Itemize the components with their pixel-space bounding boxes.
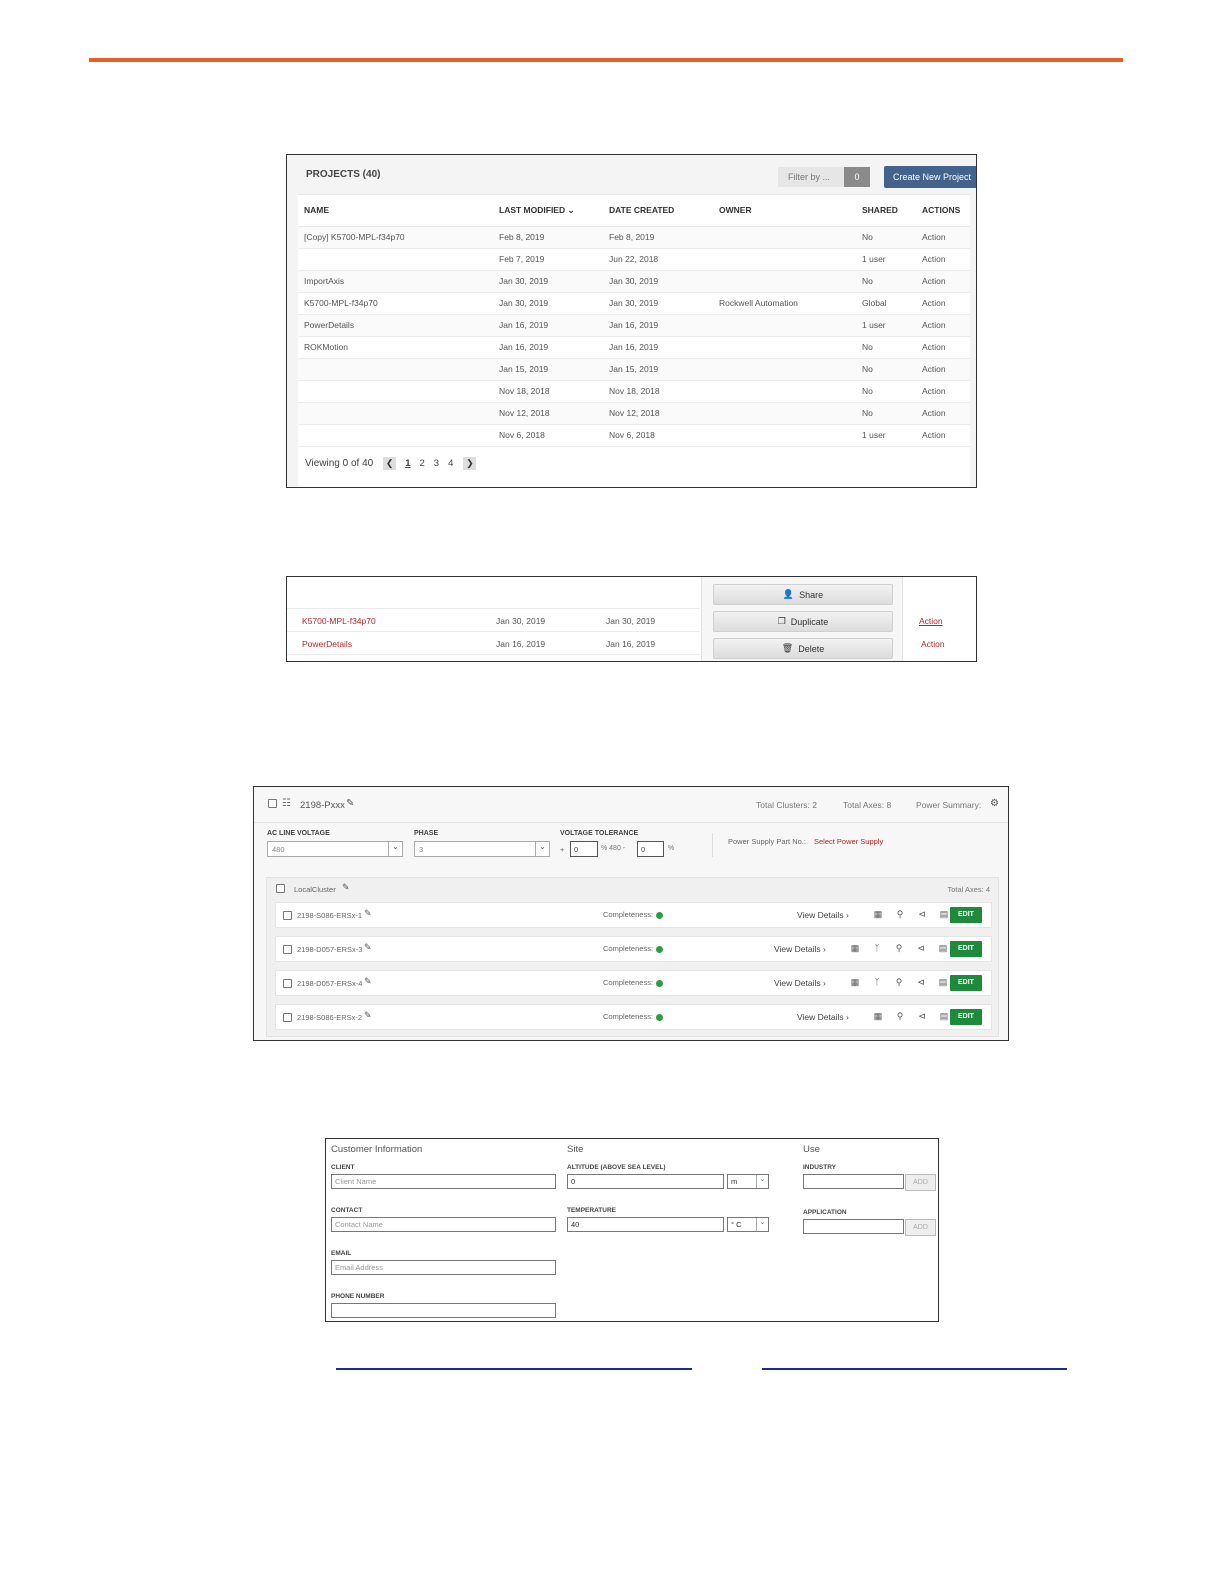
phase-select[interactable]	[414, 841, 550, 857]
add-application-button[interactable]: ADD	[905, 1219, 936, 1236]
use-title: Use	[803, 1144, 820, 1155]
project-name-link[interactable]	[298, 424, 493, 446]
chart-icon[interactable]: ▤	[938, 943, 948, 953]
date-created-cell: Nov 12, 2018	[603, 402, 713, 424]
temperature-input[interactable]: 40	[567, 1217, 724, 1232]
table-row	[298, 358, 970, 380]
axis-row	[275, 902, 992, 928]
tolerance-mid-text: % 480 -	[601, 845, 626, 852]
altitude-unit-value: m	[731, 1177, 738, 1186]
column-header-shared[interactable]: SHARED	[856, 195, 916, 226]
action-dropdown-menu	[701, 577, 903, 662]
table-row	[298, 292, 970, 314]
part-no-label: Power Supply Part No.:	[728, 837, 806, 846]
grid-icon[interactable]: ▦	[850, 977, 860, 987]
shared-cell: No	[856, 270, 916, 292]
last-modified-cell: Nov 12, 2018	[493, 402, 603, 424]
last-modified-cell: Nov 18, 2018	[493, 380, 603, 402]
status-dot-icon	[656, 1014, 663, 1021]
share-icon[interactable]: ⊲	[918, 1011, 926, 1021]
customer-info-title: Customer Information	[331, 1144, 423, 1155]
last-modified-cell: Jan 30, 2019	[493, 270, 603, 292]
project-name-link[interactable]	[298, 358, 493, 380]
trash-icon: 🗑	[781, 643, 794, 653]
chart-icon[interactable]: ▤	[939, 909, 949, 919]
header-rule	[89, 58, 1123, 62]
date-created-cell: Nov 6, 2018	[603, 424, 713, 446]
project-name-link[interactable]: ROKMotion	[298, 336, 493, 358]
branch-icon[interactable]: ᛉ	[874, 943, 880, 953]
last-modified-cell: Jan 30, 2019	[493, 292, 603, 314]
view-details-link[interactable]	[774, 978, 826, 988]
last-modified-cell: Jan 16, 2019	[493, 336, 603, 358]
client-label: CLIENT	[331, 1164, 355, 1171]
owner-cell	[713, 402, 856, 424]
contact-label: CONTACT	[331, 1207, 363, 1214]
voltage-tolerance-label: VOLTAGE TOLERANCE	[560, 830, 639, 837]
axis-name: 2198-D057-ERSx-4	[297, 979, 363, 988]
date-created-cell: Nov 18, 2018	[603, 380, 713, 402]
view-details-label: View Details	[774, 944, 821, 954]
cluster-panel	[266, 877, 999, 1037]
phase-label: PHASE	[414, 830, 439, 837]
tolerance-pct: %	[668, 845, 675, 852]
chevron-right-icon: ›	[823, 944, 826, 954]
pencil-icon[interactable]: ✎	[364, 942, 372, 952]
client-input[interactable]: Client Name	[331, 1174, 556, 1189]
cluster-checkbox[interactable]	[276, 884, 285, 893]
project-name-link[interactable]: K5700-MPL-f34p70	[302, 616, 376, 626]
shared-cell: No	[856, 336, 916, 358]
link-underline-left[interactable]	[336, 1368, 692, 1370]
sort-chevron-icon: ⌄	[567, 204, 575, 215]
power-supply-name: 2198-Pxxx	[300, 800, 345, 811]
projects-title: PROJECTS (40)	[306, 169, 381, 180]
temperature-unit-select[interactable]	[727, 1217, 769, 1232]
tree-icon: ☷	[282, 798, 291, 809]
power-summary-label: Power Summary:	[916, 800, 982, 810]
ac-line-voltage-label: AC LINE VOLTAGE	[267, 830, 330, 837]
comment-icon[interactable]: ⚲	[896, 1011, 904, 1021]
altitude-input[interactable]: 0	[567, 1174, 724, 1189]
tolerance-plus-sign: +	[560, 845, 565, 854]
share-icon[interactable]: ⊲	[917, 943, 925, 953]
project-name-link[interactable]: K5700-MPL-f34p70	[298, 292, 493, 314]
project-name-link[interactable]	[298, 248, 493, 270]
chart-icon[interactable]: ▤	[938, 977, 948, 987]
table-row	[298, 226, 970, 248]
date-created-cell: Jan 15, 2019	[603, 358, 713, 380]
table-row	[298, 248, 970, 270]
total-axes: Total Axes: 8	[843, 800, 892, 810]
date-created-cell: Jan 30, 2019	[606, 616, 656, 626]
gear-icon[interactable]: ⚙	[990, 798, 999, 809]
page-link-2[interactable]: 2	[419, 458, 425, 469]
action-link[interactable]: Action	[916, 292, 970, 314]
view-details-label: View Details	[774, 978, 821, 988]
table-row	[298, 270, 970, 292]
edit-button[interactable]: EDIT	[950, 975, 982, 991]
prev-page-icon[interactable]: ❮	[383, 457, 396, 470]
shared-cell[interactable]: 1 user	[856, 424, 916, 446]
date-created-cell: Jan 16, 2019	[606, 639, 656, 649]
temperature-unit-value: ° C	[731, 1220, 742, 1229]
application-input[interactable]	[803, 1219, 904, 1234]
action-link-active[interactable]: Action	[919, 616, 943, 626]
next-page-icon[interactable]: ❯	[463, 457, 476, 470]
page-link-4[interactable]: 4	[448, 458, 454, 469]
projects-panel-screenshot	[286, 154, 977, 488]
action-link[interactable]: Action	[916, 424, 970, 446]
page-link-1[interactable]: 1	[405, 458, 411, 469]
duplicate-label: Duplicate	[790, 616, 829, 627]
status-dot-icon	[656, 912, 663, 919]
last-modified-cell: Jan 16, 2019	[493, 314, 603, 336]
delete-label: Delete	[798, 643, 825, 654]
owner-cell	[713, 314, 856, 336]
table-row	[298, 336, 970, 358]
table-row	[298, 402, 970, 424]
table-row	[298, 314, 970, 336]
cluster-total-axes: Total Axes: 4	[947, 885, 990, 894]
action-link[interactable]: Action	[916, 248, 970, 270]
project-name-link[interactable]	[298, 402, 493, 424]
action-link[interactable]: Action	[916, 336, 970, 358]
axis-checkbox[interactable]	[283, 945, 292, 954]
table-row	[287, 577, 700, 609]
shared-cell: No	[856, 402, 916, 424]
pencil-icon[interactable]: ✎	[364, 1010, 372, 1020]
last-modified-cell: Jan 16, 2019	[496, 639, 546, 649]
date-created-cell: Jun 22, 2018	[603, 248, 713, 270]
chevron-right-icon: ›	[846, 910, 849, 920]
phase-value: 3	[419, 845, 424, 854]
status-dot-icon	[656, 980, 663, 987]
axis-checkbox[interactable]	[283, 979, 292, 988]
power-supply-checkbox[interactable]	[268, 799, 277, 808]
ac-line-voltage-value: 480	[272, 845, 285, 854]
power-supply-header	[254, 787, 1008, 823]
table-row	[287, 610, 700, 632]
shared-cell: Global	[856, 292, 916, 314]
grid-icon[interactable]: ▦	[850, 943, 860, 953]
comment-icon[interactable]: ⚲	[896, 909, 904, 919]
total-clusters: Total Clusters: 2	[756, 800, 817, 810]
industry-input[interactable]	[803, 1174, 904, 1189]
select-power-supply-link[interactable]: Select Power Supply	[814, 837, 884, 846]
user-icon: 👤	[782, 589, 795, 599]
column-header-actions: ACTIONS	[916, 195, 970, 226]
last-modified-cell: Feb 7, 2019	[493, 248, 603, 270]
project-name-link[interactable]: ImportAxis	[298, 270, 493, 292]
projects-table	[298, 195, 970, 447]
altitude-unit-select[interactable]	[727, 1174, 769, 1189]
axis-name: 2198-D057-ERSx-3	[297, 945, 363, 954]
completeness-label: Completeness:	[603, 944, 654, 953]
table-header-row	[298, 195, 970, 226]
temperature-label: TEMPERATURE	[567, 1207, 616, 1214]
pencil-icon[interactable]: ✎	[364, 908, 372, 918]
date-created-cell: Jan 16, 2019	[603, 336, 713, 358]
email-input[interactable]: Email Address	[331, 1260, 556, 1275]
shared-cell[interactable]: 1 user	[856, 314, 916, 336]
shared-cell: No	[856, 226, 916, 248]
phone-input[interactable]	[331, 1303, 556, 1318]
axis-name: 2198-S086-ERSx-1	[297, 911, 363, 920]
comment-icon[interactable]: ⚲	[895, 943, 903, 953]
filter-input[interactable]: Filter by ...	[778, 167, 844, 187]
axis-checkbox[interactable]	[283, 1013, 292, 1022]
edit-button[interactable]: EDIT	[950, 1009, 982, 1025]
filter-control[interactable]	[778, 167, 870, 187]
table-row	[298, 380, 970, 402]
divider	[712, 833, 713, 857]
shared-cell: No	[856, 380, 916, 402]
add-industry-button[interactable]: ADD	[905, 1174, 936, 1191]
contact-input[interactable]: Contact Name	[331, 1217, 556, 1232]
column-header-owner[interactable]: OWNER	[713, 195, 856, 226]
status-dot-icon	[656, 946, 663, 953]
action-link[interactable]: Action	[916, 402, 970, 424]
action-link[interactable]: Action	[916, 314, 970, 336]
completeness-indicator	[603, 1012, 663, 1021]
last-modified-cell: Jan 15, 2019	[493, 358, 603, 380]
create-new-project-button[interactable]: Create New Project	[884, 166, 977, 188]
site-title: Site	[567, 1144, 584, 1155]
owner-cell	[713, 358, 856, 380]
action-link[interactable]: Action	[916, 358, 970, 380]
pencil-icon[interactable]: ✎	[364, 976, 372, 986]
chevron-down-icon: ⌄	[535, 842, 549, 856]
action-link[interactable]: Action	[921, 639, 945, 649]
last-modified-cell: Feb 8, 2019	[493, 226, 603, 248]
projects-header	[298, 155, 970, 195]
owner-cell	[713, 424, 856, 446]
owner-cell	[713, 248, 856, 270]
axis-row	[275, 970, 992, 996]
edit-button[interactable]: EDIT	[950, 941, 982, 957]
view-details-link[interactable]	[797, 910, 849, 920]
completeness-indicator	[603, 944, 663, 953]
owner-cell	[713, 270, 856, 292]
copy-icon: ❐	[777, 616, 786, 626]
pagination	[305, 457, 476, 470]
action-link[interactable]: Action	[916, 380, 970, 402]
chevron-down-icon: ⌄	[756, 1218, 768, 1231]
page-link-3[interactable]: 3	[433, 458, 440, 469]
projects-panel	[298, 155, 970, 487]
date-created-cell: Jan 30, 2019	[603, 270, 713, 292]
axis-row	[275, 936, 992, 962]
view-details-label: View Details	[797, 1012, 844, 1022]
cluster-name: LocalCluster	[294, 885, 336, 894]
axis-checkbox[interactable]	[283, 911, 292, 920]
customer-form-screenshot	[325, 1138, 939, 1322]
pencil-icon[interactable]: ✎	[346, 798, 355, 809]
tolerance-minus-input[interactable]: 0	[637, 841, 664, 857]
axis-name: 2198-S086-ERSx-2	[297, 1013, 363, 1022]
project-name-link[interactable]: PowerDetails	[302, 639, 353, 649]
completeness-label: Completeness:	[603, 910, 654, 919]
share-button[interactable]	[713, 584, 893, 605]
last-modified-cell: Nov 6, 2018	[493, 424, 603, 446]
owner-cell	[713, 380, 856, 402]
project-name-link[interactable]	[298, 380, 493, 402]
viewing-count: Viewing 0 of 40	[305, 458, 374, 469]
comment-icon[interactable]: ⚲	[895, 977, 903, 987]
column-header-name[interactable]: NAME	[298, 195, 493, 226]
date-created-cell: Jan 30, 2019	[603, 292, 713, 314]
industry-label: INDUSTRY	[803, 1164, 836, 1171]
completeness-label: Completeness:	[603, 978, 654, 987]
share-label: Share	[799, 589, 824, 600]
edit-button[interactable]: EDIT	[950, 907, 982, 923]
owner-cell	[713, 336, 856, 358]
link-underline-right[interactable]	[762, 1368, 1067, 1370]
project-name-link[interactable]: PowerDetails	[298, 314, 493, 336]
duplicate-button[interactable]	[713, 611, 893, 632]
column-header-last-modified[interactable]: LAST MODIFIED ⌄	[493, 195, 603, 226]
shared-cell[interactable]: 1 user	[856, 248, 916, 270]
power-supply-screenshot	[253, 786, 1009, 1041]
date-created-cell: Feb 8, 2019	[603, 226, 713, 248]
shared-cell: No	[856, 358, 916, 380]
last-modified-cell: Jan 30, 2019	[496, 616, 546, 626]
actions-column	[904, 577, 976, 662]
date-created-cell: Jan 16, 2019	[603, 314, 713, 336]
delete-button[interactable]	[713, 638, 893, 659]
project-name-link[interactable]: [Copy] K5700-MPL-f34p70	[298, 226, 493, 248]
completeness-indicator	[603, 910, 663, 919]
share-icon[interactable]: ⊲	[918, 909, 926, 919]
chart-icon[interactable]: ▤	[939, 1011, 949, 1021]
completeness-indicator	[603, 978, 663, 987]
action-link[interactable]: Action	[916, 226, 970, 248]
column-header-date-created[interactable]: DATE CREATED	[603, 195, 713, 226]
view-details-link[interactable]	[774, 944, 826, 954]
email-label: EMAIL	[331, 1250, 352, 1257]
pencil-icon[interactable]: ✎	[342, 882, 350, 892]
ac-line-voltage-select[interactable]	[267, 841, 403, 857]
branch-icon[interactable]: ᛉ	[874, 977, 880, 987]
application-label: APPLICATION	[803, 1209, 847, 1216]
axis-row	[275, 1004, 992, 1030]
action-link[interactable]: Action	[916, 270, 970, 292]
chevron-right-icon: ›	[846, 1012, 849, 1022]
action-menu-screenshot	[286, 576, 977, 662]
chevron-right-icon: ›	[823, 978, 826, 988]
grid-icon[interactable]: ▦	[873, 909, 883, 919]
completeness-label: Completeness:	[603, 1012, 654, 1021]
owner-cell	[713, 226, 856, 248]
altitude-label: ALTITUDE (ABOVE SEA LEVEL)	[567, 1164, 666, 1171]
chevron-down-icon: ⌄	[756, 1175, 768, 1188]
view-details-label: View Details	[797, 910, 844, 920]
tolerance-plus-input[interactable]: 0	[570, 841, 598, 857]
owner-cell: Rockwell Automation	[713, 292, 856, 314]
table-row	[287, 633, 700, 655]
table-row	[298, 424, 970, 446]
grid-icon[interactable]: ▦	[873, 1011, 883, 1021]
filter-count-badge: 0	[844, 167, 870, 187]
share-icon[interactable]: ⊲	[917, 977, 925, 987]
phone-label: PHONE NUMBER	[331, 1293, 385, 1300]
chevron-down-icon: ⌄	[388, 842, 402, 856]
view-details-link[interactable]	[797, 1012, 849, 1022]
